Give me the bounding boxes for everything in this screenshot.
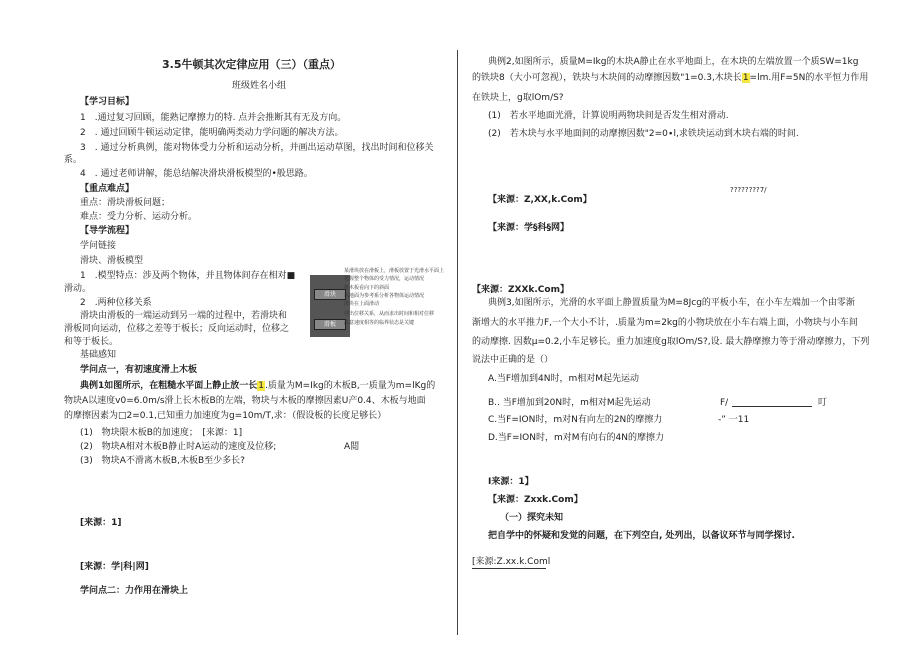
example-1-line-2: 物块A以速度v0=6.0m/s滑上长木板B的左端，物块与木板的摩擦因素U产0.4、木板与地面 bbox=[64, 396, 426, 406]
goal-4: 4 . 通过老师讲解，能总结解决滑块滑板模型的•般思路。 bbox=[80, 169, 313, 179]
highlight-mark: 1 bbox=[742, 73, 749, 83]
flow-model: 滑块、滑板模型 bbox=[80, 256, 144, 266]
source-note-3: 【来源：Z,XX,k.Com】 bbox=[488, 195, 592, 205]
class-info: 班级姓名小组 bbox=[232, 81, 287, 91]
example-3-line-2: 渐增大的水平推力F,一个大小不计，.质量为m=2kg的小物块放在小车右端上面，小物块与小车间 bbox=[472, 318, 858, 328]
question-2: (2) 物块A相对木板B静止时A运动的速度及位移; bbox=[80, 442, 277, 452]
explore-text: 把自学中的怀疑和发觉的问题，在下列空白, 处列出，以备议环节与同学探讨. bbox=[488, 531, 795, 541]
goal-1: 1 .通过复习回顾，能熟记摩擦力的特. 点并会推断其有无及方向。 bbox=[80, 113, 347, 123]
flow-text-1: 滑块由滑板的一端运动到另一端的过程中，若滑块和 bbox=[80, 311, 288, 321]
question-2-side: A閲 bbox=[344, 442, 360, 452]
figure-note-3: 将木板看向下的斜面 bbox=[344, 285, 390, 291]
flow-text-3: 和等于板长。 bbox=[64, 337, 119, 347]
figure-note-2: 把握整个物体的受力情况，运动情况 bbox=[344, 276, 425, 282]
example-2-line-1: 典例2,如图所示，质量M=Ikg的木块A静止在水平地面上，在木块的左端放置一个质SW=1kg bbox=[488, 57, 859, 67]
figure-note-1: 某滑块放在滑板上，滑板放置于光滑水平面上 bbox=[344, 268, 445, 274]
question-1: (1) 物块限木板B的加速度； [来源：1] bbox=[80, 428, 243, 438]
example-3-line-1: 典例3,如图所示，光滑的水平面上静置质量为M=8Jcg的平板小车，在小车左端加一个由零渐 bbox=[488, 298, 855, 308]
underline-decoration bbox=[732, 406, 812, 407]
column-divider bbox=[457, 50, 458, 635]
example-2-line-3: 在铁块上，g取lOm/S? bbox=[472, 93, 564, 103]
example-1-line-3: 的摩擦因素为□2=0.1,已知重力加速度为g=10m/T,求：（假设板的长度足够长） bbox=[64, 411, 387, 421]
difficulty: 难点：受力分析、运动分析。 bbox=[80, 212, 198, 222]
highlight-mark: 1 bbox=[258, 381, 264, 391]
goal-3-cont: 系。 bbox=[64, 155, 83, 165]
option-c-side: -” 一11 bbox=[718, 415, 750, 425]
source-note-2: [来源：学|科|网] bbox=[80, 562, 149, 572]
section-1-heading: 学问点一，有初速度滑上木板 bbox=[80, 365, 198, 375]
question-3: (3) 物块A不滑离木板B,木板B至少多长? bbox=[80, 456, 245, 466]
key-point: 重点：滑块滑板问题； bbox=[80, 198, 171, 208]
source-underline bbox=[472, 568, 546, 569]
figure-note-7: 注意速度相等的临界状态是关键 bbox=[344, 320, 415, 326]
source-note-1: [来源：1] bbox=[80, 518, 122, 528]
flow-displacement: 2 .两种位移关系 bbox=[80, 298, 152, 308]
flow-feature: 1 .模型特点：涉及两个物体，并且物体间存在相对■ bbox=[80, 271, 296, 281]
example-2-question-2: (2) 若木块与水平地面间的动摩擦因数"2=0∙l,求铁块运动到木块右端的时间. bbox=[488, 129, 799, 139]
example-1-line-1 bbox=[80, 380, 435, 392]
figure-note-5: 滑块在上面滑动 bbox=[344, 301, 380, 307]
option-b-side-2: 叮 bbox=[818, 398, 828, 408]
example-3-line-3: 的动摩擦. 因数μ=0.2,小车足够长。重力加速度g取lOm/S?,设. 最大静摩擦力等于滑动摩擦力，下列 bbox=[472, 337, 870, 347]
mark-text: ????????7/ bbox=[730, 186, 767, 194]
flow-feature-cont: 滑动。 bbox=[64, 284, 92, 294]
section-2-heading: 学问点二：力作用在滑块上 bbox=[80, 586, 189, 596]
figure-note-6: 找出位移关系，从而求出时间和相对位移 bbox=[344, 311, 435, 317]
option-c: C.当F=ION时，m对N有向左的2N的摩擦力 bbox=[488, 415, 663, 425]
option-d: D.当F=ION时，m对M有向右的4N的摩擦力 bbox=[488, 433, 664, 443]
source-note-4: 【来源：学§科§网】 bbox=[488, 223, 570, 233]
option-a: A.当F增加到4N时，m相对M起先运动 bbox=[488, 374, 640, 384]
example-3-line-4: 说法中正确的是（） bbox=[472, 355, 554, 365]
page-title: 3.5牛顿其次定律应用（三）（重点） bbox=[162, 58, 341, 71]
example-2-text-cont: =lm.用F=5N的水平恒力作用 bbox=[749, 73, 869, 83]
figure-note-4: 以地面为参考系分析各物体运动情况 bbox=[344, 293, 425, 299]
example-1-text: 典例1如图所示，在粗糙水平面上静止放一长 bbox=[80, 381, 258, 391]
example-2-text: 的铁块8（大小可忽视），铁块与木块间的动摩擦因数"1=0.3,木块长 bbox=[472, 73, 742, 83]
slider-board: 滑板 bbox=[314, 319, 346, 330]
source-note-5: 【来源：ZXXk.Com】 bbox=[472, 285, 569, 295]
example-1-text-cont: .质量为M=Ikg的木板B,一质量为m=lKg的 bbox=[265, 381, 436, 391]
example-2-question-1: (1) 若水平地面光滑，计算说明两物块间是否发生相对滑动. bbox=[488, 111, 729, 121]
source-note-8: [来源:Z.xx.k.Coml bbox=[472, 557, 551, 567]
flow-text-2: 滑板同向运动，位移之差等于板长；反向运动时，位移之 bbox=[64, 324, 290, 334]
flow-heading: 【导学流程】 bbox=[80, 226, 135, 236]
example-2-line-2 bbox=[472, 72, 868, 84]
option-b-side-1: F/ bbox=[720, 398, 729, 408]
source-note-7: 【来源：Zxxk.Com】 bbox=[488, 495, 583, 505]
source-note-6: Ⅰ来源：1】 bbox=[488, 477, 534, 487]
basic-perception: 基础感知 bbox=[80, 350, 117, 360]
goals-heading: 【学习目标】 bbox=[80, 97, 135, 107]
keys-heading: 【重点难点】 bbox=[80, 184, 135, 194]
goal-2: 2 . 通过回顾牛顿运动定律，能明确两类动力学问题的解决方法。 bbox=[80, 128, 344, 138]
explore-heading: （一）探究未知 bbox=[500, 513, 564, 523]
option-b: B.. 当F增加到20N时，m相对M起先运动 bbox=[488, 398, 651, 408]
goal-3: 3 . 通过分析典例，能对物体受力分析和运动分析，并画出运动草图，找出时间和位移关 bbox=[80, 143, 434, 153]
slider-block: 滑块 bbox=[314, 289, 346, 300]
flow-link: 学问链接 bbox=[80, 241, 117, 251]
